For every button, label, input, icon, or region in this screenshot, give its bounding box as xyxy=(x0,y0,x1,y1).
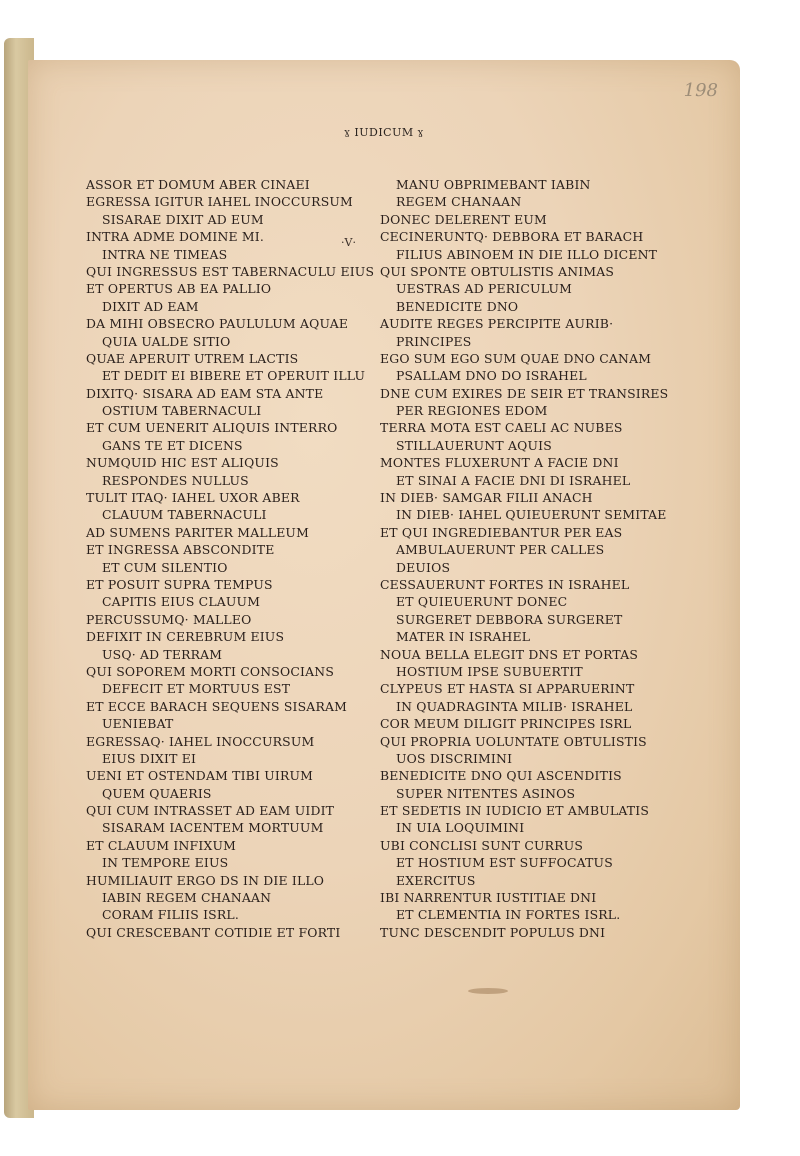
text-line: QUI CUM INTRASSET AD EAM UIDIT xyxy=(86,803,335,819)
text-line: TERRA MOTA EST CAELI AC NUBES xyxy=(380,420,623,436)
text-line: UESTRAS AD PERICULUM xyxy=(396,281,572,297)
text-line: ET SEDETIS IN IUDICIO ET AMBULATIS xyxy=(380,803,650,819)
text-line: BENEDICITE DNO QUI ASCENDITIS xyxy=(380,768,622,784)
text-line: NOUA BELLA ELEGIT DNS ET PORTAS xyxy=(380,646,639,662)
text-line: AUDITE REGES PERCIPITE AURIB· xyxy=(380,316,614,332)
text-line: TUNC DESCENDIT POPULUS DNI xyxy=(380,924,606,940)
text-line: QUI SOPOREM MORTI CONSOCIANS xyxy=(86,663,335,679)
running-head: ɣ IUDICUM ɣ xyxy=(344,126,424,139)
text-line: REGEM CHANAAN xyxy=(396,194,522,210)
text-line: FILIUS ABINOEM IN DIE ILLO DICENT xyxy=(396,246,658,262)
text-line: NUMQUID HIC EST ALIQUIS xyxy=(86,455,279,471)
text-line: ASSOR ET DOMUM ABER CINAEI xyxy=(86,177,310,192)
text-line: UOS DISCRIMINI xyxy=(396,750,513,766)
text-line: QUI SPONTE OBTULISTIS ANIMAS xyxy=(380,263,615,279)
text-line: RESPONDES NULLUS xyxy=(102,472,249,488)
text-line: DIXIT AD EAM xyxy=(102,298,199,314)
text-line: COR MEUM DILIGIT PRINCIPES ISRL xyxy=(380,716,632,732)
text-line: EIUS DIXIT EI xyxy=(102,750,197,766)
text-line: EXERCITUS xyxy=(396,872,476,888)
text-line: AD SUMENS PARITER MALLEUM xyxy=(86,524,309,540)
text-line: UBI CONCLISI SUNT CURRUS xyxy=(380,837,584,853)
text-line: ET SINAI A FACIE DNI DI ISRAHEL xyxy=(396,472,631,488)
text-line: ET ECCE BARACH SEQUENS SISARAM xyxy=(86,698,348,714)
text-line: MONTES FLUXERUNT A FACIE DNI xyxy=(380,455,619,471)
text-line: AMBULAUERUNT PER CALLES xyxy=(396,542,605,558)
text-line: STILLAUERUNT AQUIS xyxy=(396,437,552,453)
text-line: BENEDICITE DNO xyxy=(396,298,519,314)
text-line: PER REGIONES EDOM xyxy=(396,403,548,419)
text-line: EGRESSAQ· IAHEL INOCCURSUM xyxy=(86,733,315,749)
text-line: ET DEDIT EI BIBERE ET OPERUIT ILLU xyxy=(102,368,366,384)
text-line: PSALLAM DNO DO ISRAHEL xyxy=(396,368,587,384)
text-line: OSTIUM TABERNACULI xyxy=(102,403,262,419)
text-line: SISARAE DIXIT AD EUM xyxy=(102,211,264,227)
text-line: ET HOSTIUM EST SUFFOCATUS xyxy=(396,855,613,871)
text-line: SISARAM IACENTEM MORTUUM xyxy=(102,820,324,836)
text-line: SURGERET DEBBORA SURGERET xyxy=(396,611,623,627)
text-line: IN QUADRAGINTA MILIB· ISRAHEL xyxy=(396,698,633,714)
text-line: CAPITIS EIUS CLAUUM xyxy=(102,594,261,610)
text-line: HUMILIAUIT ERGO DS IN DIE ILLO xyxy=(86,872,325,888)
parchment-stain xyxy=(468,988,508,994)
text-line: MATER IN ISRAHEL xyxy=(396,629,531,645)
text-line: UENI ET OSTENDAM TIBI UIRUM xyxy=(86,768,314,784)
text-line: IN DIEB· IAHEL QUIEUERUNT SEMITAE xyxy=(396,507,667,523)
text-line: DNE CUM EXIRES DE SEIR ET TRANSIRES xyxy=(380,385,669,401)
text-line: ET CLEMENTIA IN FORTES ISRL. xyxy=(396,907,621,923)
text-line: PRINCIPES xyxy=(396,333,472,349)
text-line: ET INGRESSA ABSCONDITE xyxy=(86,542,275,558)
text-line: ET QUI INGREDIEBANTUR PER EAS xyxy=(380,524,623,540)
text-line: DA MIHI OBSECRO PAULULUM AQUAE xyxy=(86,316,349,332)
text-line: ET QUIEUERUNT DONEC xyxy=(396,594,568,610)
text-line: USQ· AD TERRAM xyxy=(102,646,223,662)
text-line: ET OPERTUS AB EA PALLIO xyxy=(86,281,272,297)
left-text-column xyxy=(86,176,386,941)
text-line: MANU OBPRIMEBANT IABIN xyxy=(396,177,591,192)
text-line: QUIA UALDE SITIO xyxy=(102,333,231,349)
text-line: PERCUSSUMQ· MALLEO xyxy=(86,611,252,627)
text-line: GANS TE ET DICENS xyxy=(102,437,243,453)
text-line: IBI NARRENTUR IUSTITIAE DNI xyxy=(380,890,597,906)
text-line: IABIN REGEM CHANAAN xyxy=(102,890,272,906)
text-line: ET CUM SILENTIO xyxy=(102,559,228,575)
folio-number: 198 xyxy=(683,80,718,101)
text-line: IN DIEB· SAMGAR FILII ANACH xyxy=(380,490,593,506)
text-line: INTRA NE TIMEAS xyxy=(102,246,228,262)
manuscript-page xyxy=(28,60,740,1110)
text-line: IN UIA LOQUIMINI xyxy=(396,820,525,836)
text-line: CLYPEUS ET HASTA SI APPARUERINT xyxy=(380,681,635,697)
text-line: CESSAUERUNT FORTES IN ISRAHEL xyxy=(380,576,630,592)
text-line: DONEC DELERENT EUM xyxy=(380,211,547,227)
text-line: UENIEBAT xyxy=(102,716,174,732)
text-line: QUI PROPRIA UOLUNTATE OBTULISTIS xyxy=(380,733,647,749)
text-line: ET CUM UENERIT ALIQUIS INTERRO xyxy=(86,420,338,436)
text-line: DEFECIT ET MORTUUS EST xyxy=(102,681,291,697)
text-line: QUI INGRESSUS EST TABERNACULU EIUS xyxy=(86,263,375,279)
text-line: ET POSUIT SUPRA TEMPUS xyxy=(86,576,273,592)
text-line: ET CLAUUM INFIXUM xyxy=(86,837,236,853)
text-line: IN TEMPORE EIUS xyxy=(102,855,229,871)
text-line: QUAE APERUIT UTREM LACTIS xyxy=(86,350,299,366)
text-line: QUI CRESCEBANT COTIDIE ET FORTI xyxy=(86,924,341,940)
text-line: DEFIXIT IN CEREBRUM EIUS xyxy=(86,629,285,645)
text-line: TULIT ITAQ· IAHEL UXOR ABER xyxy=(86,490,300,506)
text-line: DIXITQ· SISARA AD EAM STA ANTE xyxy=(86,385,324,401)
text-line: EGO SUM EGO SUM QUAE DNO CANAM xyxy=(380,350,652,366)
text-line: INTRA ADME DOMINE MI. xyxy=(86,229,264,245)
text-line: HOSTIUM IPSE SUBUERTIT xyxy=(396,663,583,679)
text-line: DEUIOS xyxy=(396,559,451,575)
text-line: CORAM FILIIS ISRL. xyxy=(102,907,239,923)
text-line: EGRESSA IGITUR IAHEL INOCCURSUM xyxy=(86,194,353,210)
right-text-column xyxy=(380,176,680,941)
margin-note: ·V· xyxy=(341,236,356,249)
text-line: CECINERUNTQ· DEBBORA ET BARACH xyxy=(380,229,644,245)
text-line: SUPER NITENTES ASINOS xyxy=(396,785,576,801)
text-line: QUEM QUAERIS xyxy=(102,785,212,801)
text-line: CLAUUM TABERNACULI xyxy=(102,507,267,523)
